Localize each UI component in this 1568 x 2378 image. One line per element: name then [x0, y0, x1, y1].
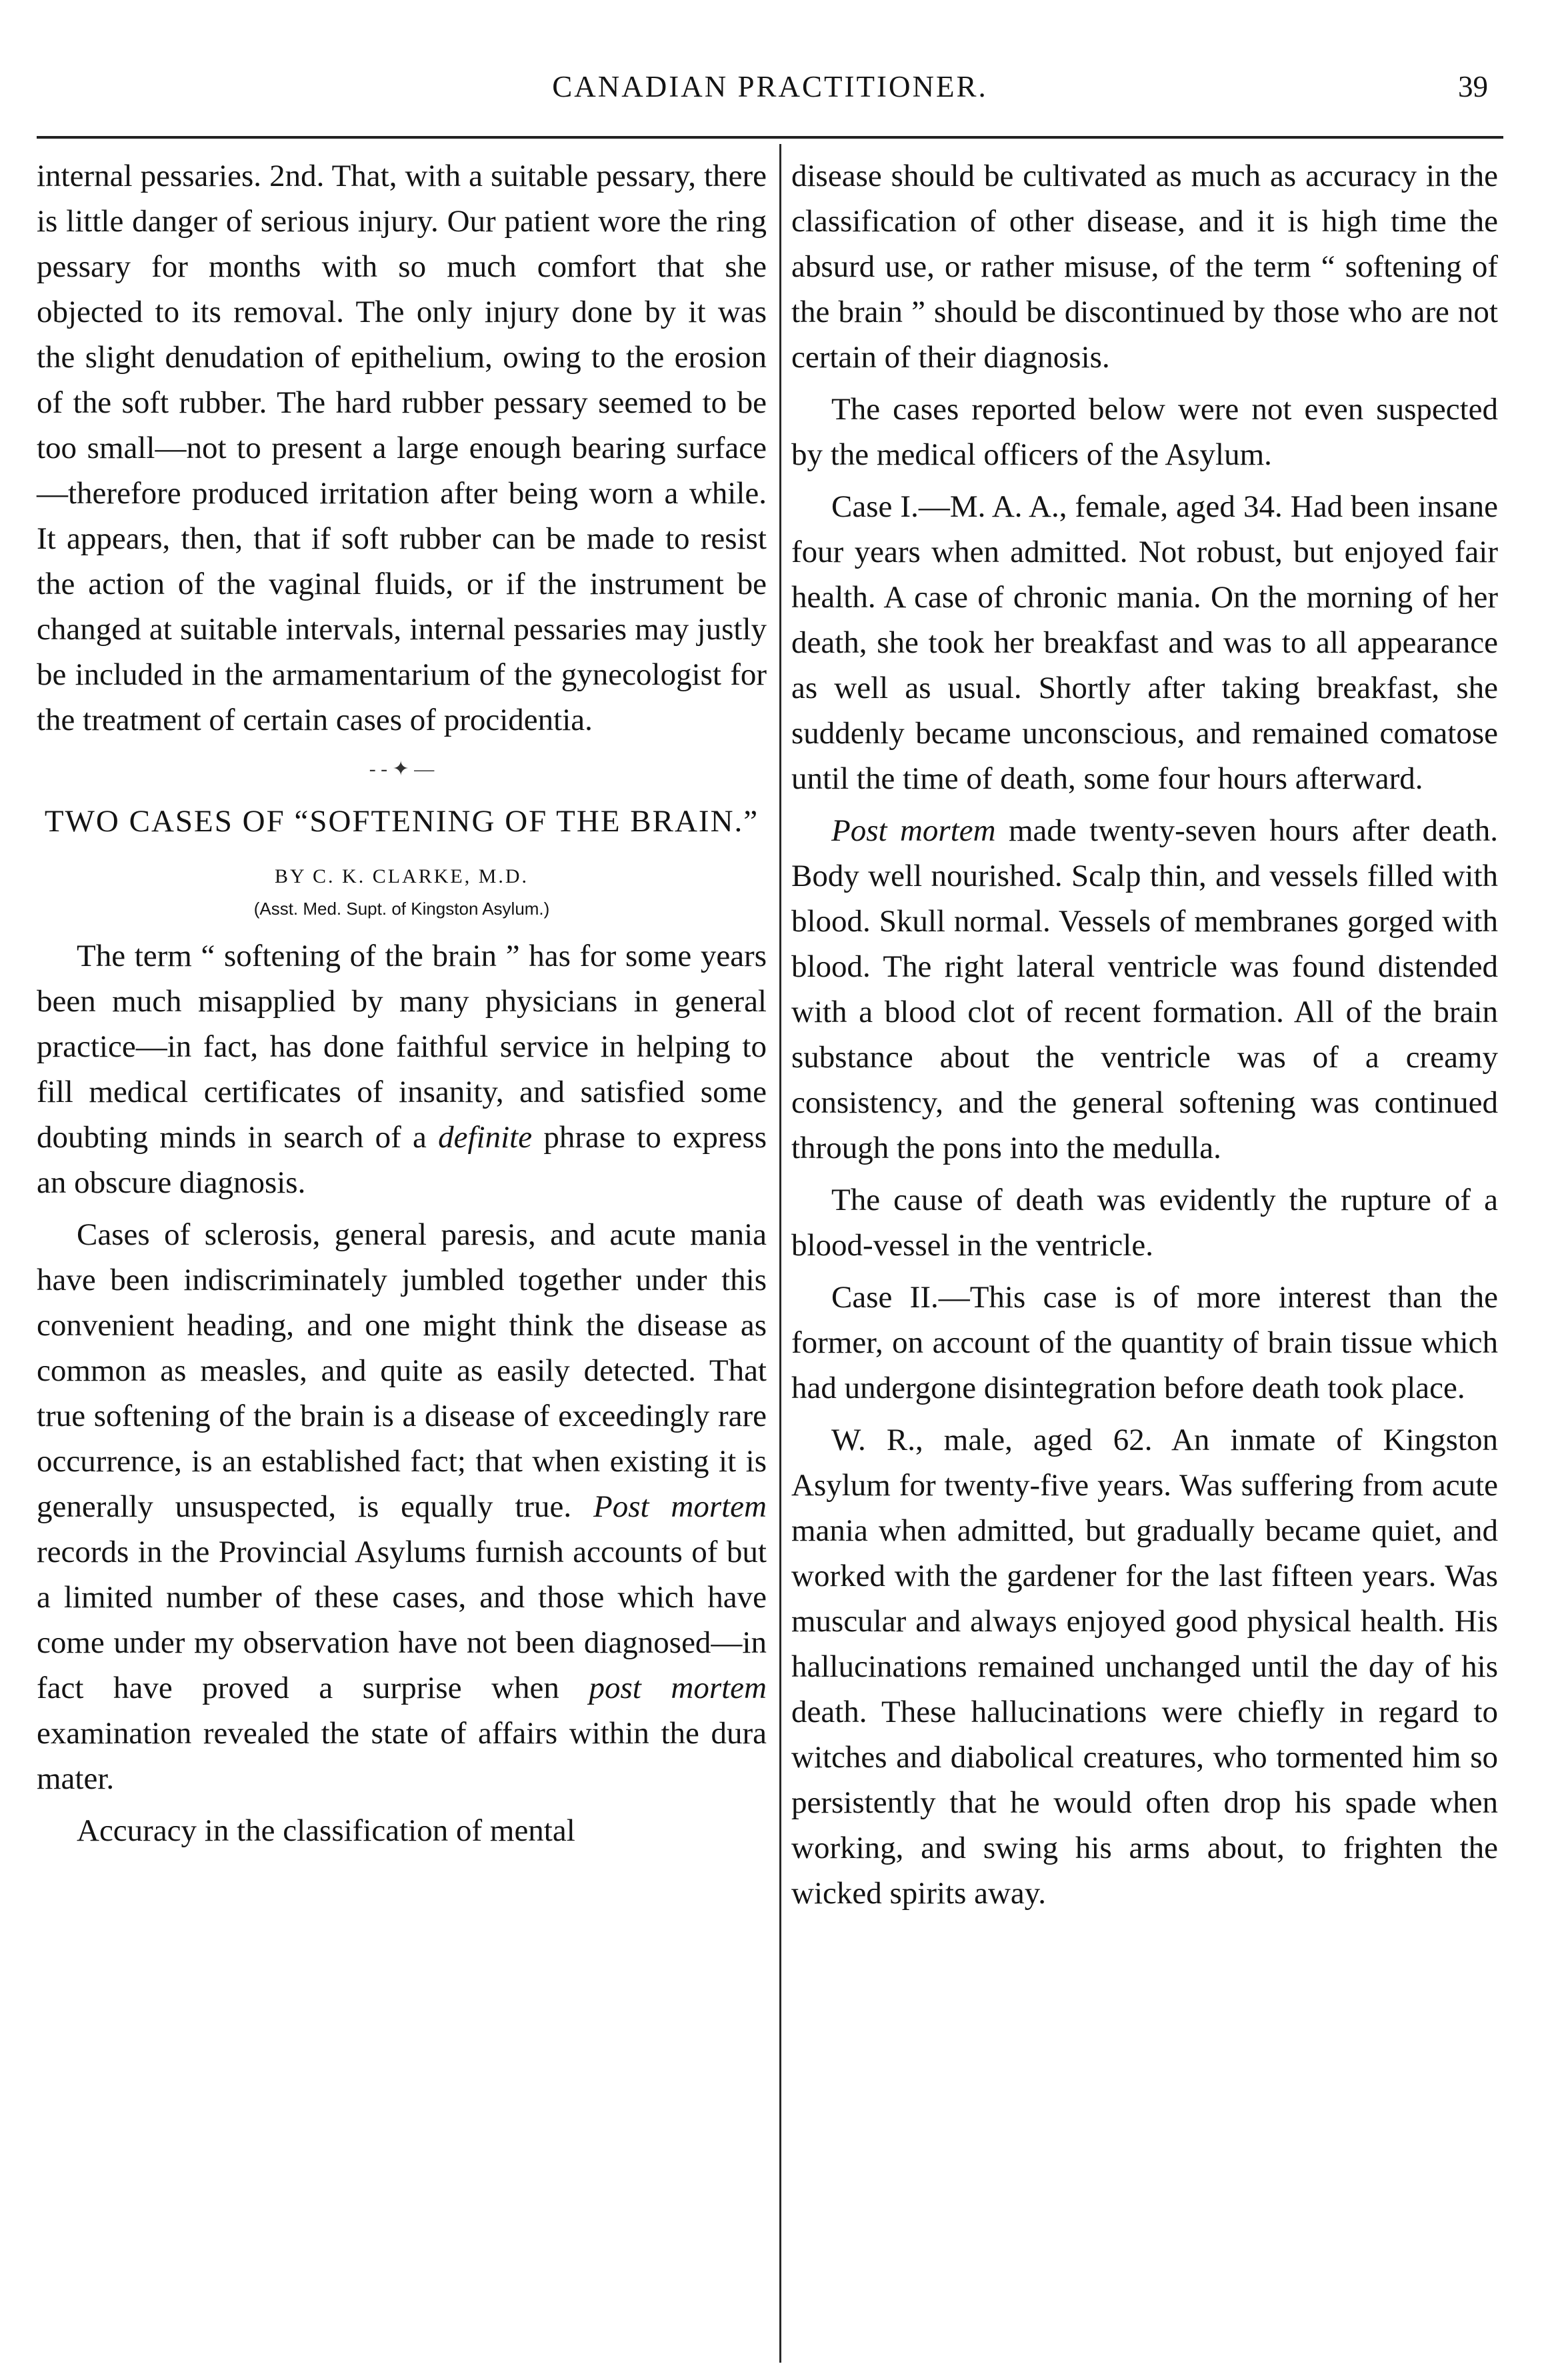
body-paragraph: The cases reported below were not even suspected by the medical officers of the Asylum. — [791, 392, 1498, 472]
author-byline: BY C. K. CLARKE, M.D. — [274, 865, 529, 887]
body-paragraph: W. R., male, aged 62. An inmate of Kingston Asylum for twenty-five years. Was suffering from acute mania when admitted, but gradually became quiet, and worked with the gardener for the last fifteen years. Was muscular and always enjoyed good physical health. His hallucinations remained unchanged until the day of his death. These hallucinations were chiefly in regard to witches and diabolical creatures, who tormented him so persistently that he would often drop his spade when working, and swing his arms about, to frighten the wicked spirits away. — [791, 1423, 1498, 1911]
left-column — [37, 153, 767, 1853]
body-paragraph: The term “ softening of the brain ” has for some years been much misapplied by many physicians in general practice—in fact, has done faithful service in helping to fill medical certificates of insanity, and satisfied some doubting minds in search of a definite phrase to express an obscure diagnosis. — [37, 939, 767, 1200]
body-paragraph: disease should be cultivated as much as accuracy in the classification of other disease, and it is high time the absurd use, or rather misuse, of the term “ softening of the brain ” should be discontinued by those who are not certain of their diagnosis. — [791, 159, 1498, 375]
header-rule — [37, 136, 1503, 139]
right-column — [791, 153, 1498, 1916]
continuation-paragraph: internal pessaries. 2nd. That, with a suitable pessary, there is little danger of serious injury. Our patient wore the ring pessary for months with so much comfort that she objected to its removal. The only injury done by it was the slight denudation of epithelium, owing to the erosion of the soft rubber. The hard rubber pessary seemed to be too small—not to present a large enough bearing surface—therefore produced irritation after being worn a while. It appears, then, that if soft rubber can be made to resist the action of the vaginal fluids, or if the instrument be changed at suitable intervals, internal pessaries may justly be included in the armamentarium of the gynecologist for the treatment of certain cases of procidentia. — [37, 159, 767, 737]
author-affiliation: (Asst. Med. Supt. of Kingston Asylum.) — [253, 899, 550, 919]
case-one-paragraph: Case I.—M. A. A., female, aged 34. Had been insane four years when admitted. Not robust, but enjoyed fair health. A case of chronic mania. On the morning of her death, she took her breakfast and was to all appearance as well as usual. Shortly after taking breakfast, she suddenly became unconscious, and remained comatose until the time of death, some four hours afterward. — [791, 489, 1498, 796]
case-two-paragraph: Case II.—This case is of more interest than the former, on account of the quantity of brain tissue which had undergone disintegration before death took place. — [791, 1280, 1498, 1405]
page-header — [40, 69, 1500, 112]
body-paragraph: Accuracy in the classification of mental — [77, 1813, 575, 1848]
column-divider — [779, 144, 781, 2363]
running-title: CANADIAN PRACTITIONER. — [552, 70, 988, 103]
article-title: TWO CASES OF “SOFTENING OF THE BRAIN.” — [44, 804, 759, 839]
page-number: 39 — [1458, 70, 1488, 103]
section-ornament: - - ✦ — — [369, 758, 435, 780]
body-paragraph: Cases of sclerosis, general paresis, and acute mania have been indiscriminately jumbled together under this convenient heading, and one might think the disease as common as measles, and quite as easily detected. That true softening of the brain is a disease of exceedingly rare occurrence, is an established fact; that when existing it is generally unsuspected, is equally true. Post mortem records in the Provincial Asylums furnish accounts of but a limited number of these cases, and those which have come under my observation have not been diagnosed—in fact have proved a surprise when post mortem examination revealed the state of affairs within the dura mater. — [37, 1217, 767, 1796]
body-paragraph: The cause of death was evidently the rupture of a blood-vessel in the ventricle. — [791, 1183, 1498, 1263]
post-mortem-paragraph: Post mortem made twenty-seven hours after death. Body well nourished. Scalp thin, and vessels filled with blood. Skull normal. Vessels of membranes gorged with blood. The right lateral ventricle was found distended with a blood clot of recent formation. All of the brain substance about the ventricle was of a creamy consistency, and the general softening was continued through the pons into the medulla. — [791, 813, 1498, 1165]
